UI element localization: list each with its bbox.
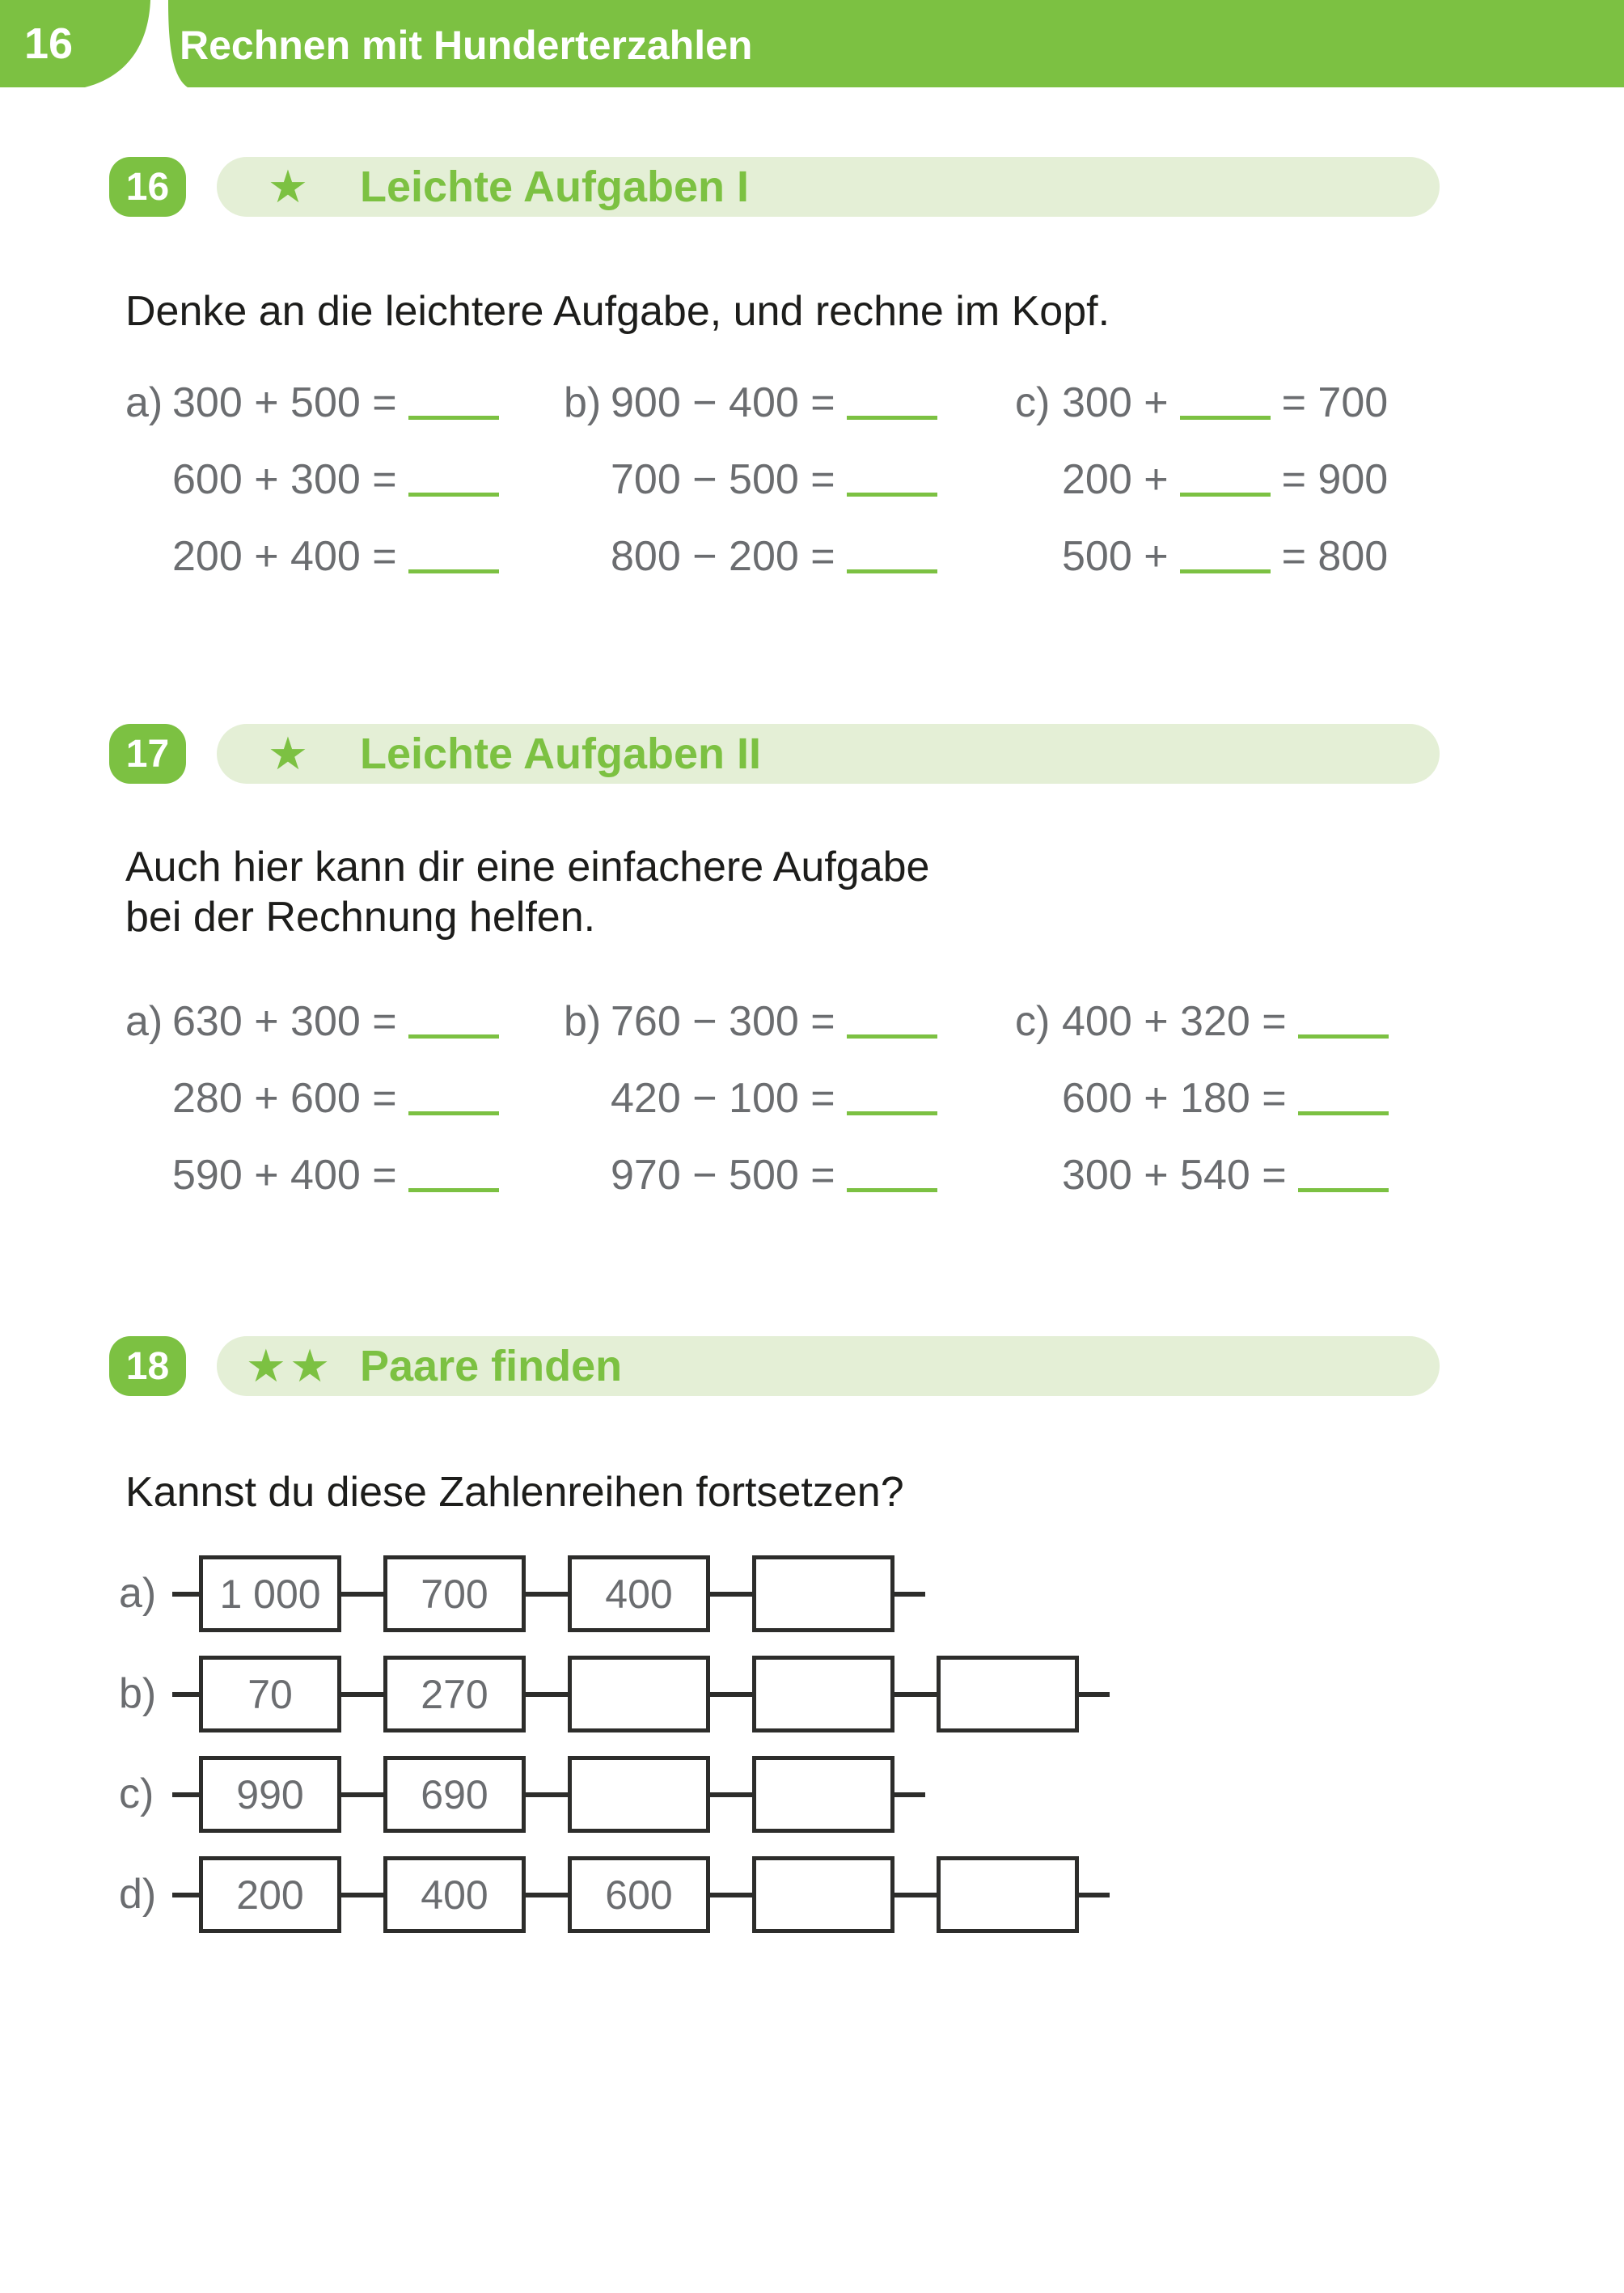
answer-blank[interactable] xyxy=(1298,1188,1389,1192)
sequence-row xyxy=(119,1856,1624,1933)
equation-text: 200 + xyxy=(1062,455,1169,503)
equation-label: b) xyxy=(564,997,602,1045)
sequence-rows xyxy=(119,1555,1624,1933)
sequence-box: 690 xyxy=(383,1756,526,1833)
answer-blank[interactable] xyxy=(408,1034,499,1039)
equation-row xyxy=(1015,364,1388,441)
equation-column xyxy=(564,983,1015,1213)
exercise-title-bar xyxy=(217,157,1440,217)
equation-label: b) xyxy=(564,379,602,426)
sequence-row xyxy=(119,1656,1624,1732)
equation-text: 700 − 500 = xyxy=(611,455,835,503)
star-icon: ★ xyxy=(267,161,312,212)
equation-column xyxy=(1015,983,1394,1213)
equation-text: 590 + 400 = xyxy=(172,1151,397,1199)
exercise-17-header xyxy=(109,724,1624,784)
equation-text: 900 − 400 = xyxy=(611,379,835,426)
answer-blank[interactable] xyxy=(1298,1111,1389,1115)
equation-text: 970 − 500 = xyxy=(611,1151,835,1199)
equation-text: 300 + 500 = xyxy=(172,379,397,426)
exercise-17 xyxy=(0,724,1624,1213)
equation-row xyxy=(1015,441,1388,518)
equation-text: 280 + 600 = xyxy=(172,1074,397,1122)
equation-row xyxy=(125,441,564,518)
sequence-row xyxy=(119,1756,1624,1833)
equation-row xyxy=(125,518,564,594)
sequence-box-empty[interactable] xyxy=(937,1656,1079,1732)
page-header xyxy=(0,0,1624,87)
exercise-instruction xyxy=(125,1467,1624,1517)
sequence-box-empty[interactable] xyxy=(752,1656,894,1732)
equation-row xyxy=(1015,983,1394,1060)
page-number: 16 xyxy=(24,19,74,68)
equation-row xyxy=(125,1136,564,1213)
equation-text: 600 + 180 = xyxy=(1062,1074,1287,1122)
sequence-box: 400 xyxy=(383,1856,526,1933)
sequence-box-empty[interactable] xyxy=(752,1756,894,1833)
exercise-number-badge: 18 xyxy=(109,1336,186,1396)
answer-blank[interactable] xyxy=(1298,1034,1389,1039)
star-icon: ★★ xyxy=(245,1340,334,1391)
equation-label: a) xyxy=(125,379,163,426)
answer-blank[interactable] xyxy=(1180,416,1271,420)
exercise-instruction xyxy=(125,286,1624,336)
answer-blank[interactable] xyxy=(1180,569,1271,573)
equation-row xyxy=(1015,1136,1394,1213)
answer-blank[interactable] xyxy=(847,1111,937,1115)
instruction-line: Kannst du diese Zahlenreihen fortsetzen? xyxy=(125,1469,904,1516)
sequence-box-empty[interactable] xyxy=(752,1856,894,1933)
answer-blank[interactable] xyxy=(847,416,937,420)
sequence-box-empty[interactable] xyxy=(568,1656,710,1732)
equation-text: 600 + 300 = xyxy=(172,455,397,503)
sequence-box-empty[interactable] xyxy=(937,1856,1079,1933)
equation-text: 420 − 100 = xyxy=(611,1074,835,1122)
star-icon: ★ xyxy=(267,728,312,779)
equation-text: 800 − 200 = xyxy=(611,532,835,580)
equation-row xyxy=(1015,1060,1394,1136)
sequence-row xyxy=(119,1555,1624,1632)
exercise-16 xyxy=(0,157,1624,594)
sequence-label: d) xyxy=(119,1871,157,1918)
equation-text: 300 + 540 = xyxy=(1062,1151,1287,1199)
sequence-box: 70 xyxy=(199,1656,341,1732)
sequence-label: b) xyxy=(119,1670,157,1717)
instruction-line: bei der Rechnung helfen. xyxy=(125,894,596,941)
equation-text: 630 + 300 = xyxy=(172,997,397,1045)
sequence-box-empty[interactable] xyxy=(752,1555,894,1632)
exercise-16-header xyxy=(109,157,1624,217)
equation-text: 760 − 300 = xyxy=(611,997,835,1045)
exercise-title: Leichte Aufgaben II xyxy=(360,730,762,778)
equation-column xyxy=(125,364,564,594)
sequence-box: 600 xyxy=(568,1856,710,1933)
answer-blank[interactable] xyxy=(847,1034,937,1039)
equation-row xyxy=(564,1060,1015,1136)
equation-column xyxy=(125,983,564,1213)
equation-column xyxy=(1015,364,1388,594)
equation-row xyxy=(125,364,564,441)
instruction-line: Auch hier kann dir eine einfachere Aufgabe xyxy=(125,844,930,891)
equation-text: 400 + 320 = xyxy=(1062,997,1287,1045)
sequence-box: 270 xyxy=(383,1656,526,1732)
sequence-box-empty[interactable] xyxy=(568,1756,710,1833)
equation-grid xyxy=(125,364,1624,594)
equation-grid xyxy=(125,983,1624,1213)
sequence-box: 400 xyxy=(568,1555,710,1632)
equation-row xyxy=(564,1136,1015,1213)
sequence-box: 200 xyxy=(199,1856,341,1933)
sequence-box: 700 xyxy=(383,1555,526,1632)
equation-text: 500 + xyxy=(1062,532,1169,580)
equation-row xyxy=(125,1060,564,1136)
exercise-18 xyxy=(0,1336,1624,1933)
equation-text: 200 + 400 = xyxy=(172,532,397,580)
exercise-18-header xyxy=(109,1336,1624,1396)
answer-blank[interactable] xyxy=(847,1188,937,1192)
answer-blank[interactable] xyxy=(847,493,937,497)
exercise-title-bar xyxy=(217,1336,1440,1396)
equation-row xyxy=(564,364,1015,441)
sequence-box: 1 000 xyxy=(199,1555,341,1632)
exercise-number-badge: 16 xyxy=(109,157,186,217)
equation-text: = 800 xyxy=(1281,532,1389,580)
equation-label: c) xyxy=(1015,997,1051,1045)
exercise-title: Paare finden xyxy=(360,1342,623,1390)
answer-blank[interactable] xyxy=(408,1188,499,1192)
answer-blank[interactable] xyxy=(847,569,937,573)
equation-text: = 900 xyxy=(1281,455,1389,503)
exercise-title-bar xyxy=(217,724,1440,784)
equation-label: a) xyxy=(125,997,163,1045)
answer-blank[interactable] xyxy=(1180,493,1271,497)
exercise-instruction xyxy=(125,842,1624,942)
equation-row xyxy=(125,983,564,1060)
equation-label: c) xyxy=(1015,379,1051,426)
answer-blank[interactable] xyxy=(408,569,499,573)
equation-column xyxy=(564,364,1015,594)
sequence-box: 990 xyxy=(199,1756,341,1833)
sequence-label: a) xyxy=(119,1570,157,1617)
answer-blank[interactable] xyxy=(408,416,499,420)
sequence-label: c) xyxy=(119,1771,154,1817)
equation-row xyxy=(564,441,1015,518)
equation-row xyxy=(564,518,1015,594)
exercise-number-badge: 17 xyxy=(109,724,186,784)
equation-text: = 700 xyxy=(1281,379,1389,426)
answer-blank[interactable] xyxy=(408,493,499,497)
equation-row xyxy=(1015,518,1388,594)
equation-row xyxy=(564,983,1015,1060)
page-title: Rechnen mit Hunderterzahlen xyxy=(180,23,753,68)
answer-blank[interactable] xyxy=(408,1111,499,1115)
exercise-title: Leichte Aufgaben I xyxy=(360,163,750,211)
equation-text: 300 + xyxy=(1062,379,1169,426)
instruction-line: Denke an die leichtere Aufgabe, und rechne im Kopf. xyxy=(125,288,1110,335)
